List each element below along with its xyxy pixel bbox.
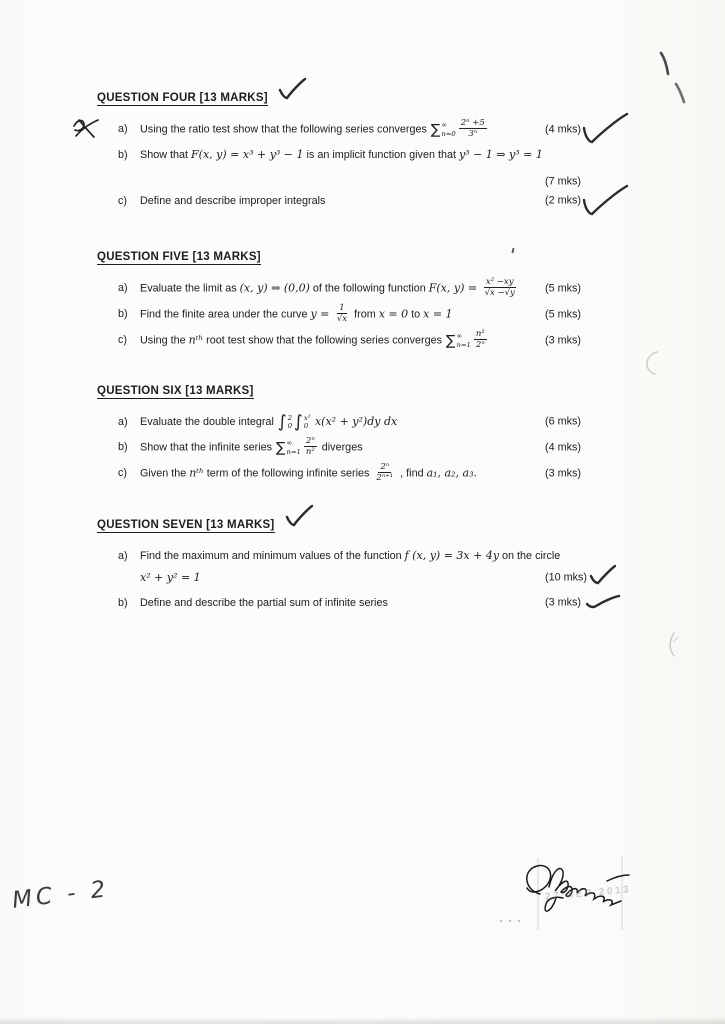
text-run: Define and describe improper integrals bbox=[140, 194, 326, 207]
question-block bbox=[97, 88, 697, 216]
item-label: b) bbox=[118, 441, 128, 454]
operator-symbol: ∑ bbox=[276, 439, 286, 456]
text-run: Using the bbox=[140, 334, 189, 347]
question-title: QUESTION SIX [13 MARKS] bbox=[97, 385, 254, 400]
item-text bbox=[140, 569, 205, 587]
text-run: Given the bbox=[140, 467, 190, 480]
operator-limits bbox=[441, 121, 455, 138]
question-item bbox=[97, 191, 663, 211]
math-run: f (x, y) = 3x + 4y bbox=[404, 549, 500, 562]
item-text bbox=[140, 330, 493, 351]
question-header bbox=[97, 88, 697, 106]
question-item bbox=[97, 330, 663, 351]
item-text bbox=[140, 437, 367, 458]
text-run: Show that the infinite series bbox=[140, 441, 276, 454]
marks-label: (5 mks) bbox=[545, 308, 581, 321]
text-run: root test show that the following series converges bbox=[203, 334, 446, 347]
operator-symbol: ∑ bbox=[430, 121, 441, 138]
fraction bbox=[459, 118, 487, 139]
operator-symbol: ∑ bbox=[446, 332, 456, 349]
checkmark-icon bbox=[585, 594, 621, 609]
pen-marks-top-right bbox=[652, 44, 694, 106]
question-items bbox=[97, 119, 697, 211]
math-run: x² + y² = 1 bbox=[140, 571, 201, 584]
text-run: Show that bbox=[140, 149, 192, 162]
text-run: Find the finite area under the curve bbox=[140, 308, 311, 321]
operator-symbol: ∫ bbox=[277, 411, 287, 432]
text-run: of the following function bbox=[309, 282, 429, 295]
marks-label: (6 mks) bbox=[545, 415, 581, 428]
item-text bbox=[140, 119, 493, 140]
item-label: a) bbox=[118, 123, 128, 136]
marks-label: (2 mks) bbox=[545, 194, 581, 207]
text-run: from bbox=[351, 308, 379, 321]
math-run: F(x, y) = bbox=[428, 281, 481, 295]
text-run: Evaluate the limit as bbox=[140, 282, 240, 295]
fraction bbox=[304, 436, 317, 457]
math-run: x = 0 bbox=[378, 307, 409, 321]
question-item bbox=[97, 278, 663, 299]
item-label: a) bbox=[118, 415, 128, 428]
item-label: b) bbox=[118, 148, 128, 161]
fraction-numerator: 2ⁿ +5 bbox=[460, 118, 485, 128]
question-item bbox=[97, 412, 663, 432]
lower-limit: 0 bbox=[287, 422, 293, 431]
text-run: Evaluate the double integral bbox=[140, 416, 277, 428]
item-text bbox=[140, 547, 564, 565]
question-items bbox=[97, 546, 697, 613]
upper-limit: x² bbox=[303, 413, 311, 422]
item-text bbox=[140, 146, 547, 164]
text-run: term of the following infinite series bbox=[203, 467, 373, 480]
lower-limit: n=1 bbox=[456, 340, 471, 349]
fraction-numerator: 2ⁿ bbox=[305, 436, 315, 446]
upper-limit: 2 bbox=[287, 413, 293, 422]
question-title: QUESTION FIVE [13 MARKS] bbox=[97, 251, 261, 266]
question-items bbox=[97, 278, 697, 351]
question-block bbox=[97, 381, 697, 489]
question-header bbox=[97, 381, 697, 399]
item-text bbox=[140, 463, 481, 484]
math-run: nᵗʰ bbox=[188, 333, 204, 347]
item-text bbox=[140, 413, 401, 431]
item-label: b) bbox=[118, 596, 128, 609]
marks-label: (3 mks) bbox=[545, 467, 581, 480]
question-item bbox=[97, 174, 663, 190]
item-text bbox=[140, 193, 329, 210]
integral-with-limits bbox=[294, 411, 311, 432]
marks-label: (10 mks) bbox=[545, 571, 587, 584]
fraction-numerator: x² −xy bbox=[485, 277, 514, 287]
text-run: to bbox=[408, 308, 424, 321]
integral-with-limits bbox=[277, 411, 293, 432]
question-item bbox=[97, 463, 663, 484]
text-run: Find the maximum and minimum values of the function bbox=[140, 550, 405, 562]
handwritten-page-code: MC - 2 bbox=[10, 876, 111, 914]
question-block bbox=[97, 247, 697, 356]
upper-limit: ∞ bbox=[286, 439, 293, 448]
marks-label: (3 mks) bbox=[545, 334, 581, 347]
checkmark-icon bbox=[277, 77, 307, 101]
checkmark-icon bbox=[589, 564, 617, 586]
math-run: y = bbox=[310, 307, 333, 321]
fraction-numerator: 1 bbox=[339, 303, 345, 314]
math-run: x = 1 bbox=[423, 307, 453, 321]
question-item bbox=[97, 593, 663, 613]
fraction-denominator: 2ⁿ⁺¹ bbox=[376, 473, 394, 484]
question-item bbox=[97, 304, 663, 325]
summation-with-limits bbox=[446, 332, 471, 349]
summation-with-limits bbox=[431, 121, 456, 138]
fraction-numerator: n² bbox=[475, 329, 485, 340]
checkmark-icon bbox=[581, 183, 629, 219]
marks-label: (4 mks) bbox=[545, 123, 581, 136]
item-label: b) bbox=[118, 308, 128, 321]
operator-limits bbox=[304, 414, 311, 431]
item-label: c) bbox=[118, 467, 127, 480]
question-title: QUESTION FOUR [13 MARKS] bbox=[97, 92, 268, 107]
text-run: diverges bbox=[318, 441, 363, 454]
lower-limit: n=0 bbox=[441, 129, 456, 138]
question-item bbox=[97, 546, 663, 566]
date-stamp: 27 SEP 2013 bbox=[544, 884, 632, 903]
fraction bbox=[474, 329, 487, 350]
stamp-edge-left bbox=[537, 858, 539, 930]
item-label: a) bbox=[118, 282, 128, 295]
operator-limits bbox=[286, 439, 300, 456]
summation-with-limits bbox=[276, 439, 301, 456]
checkmark-icon bbox=[284, 504, 314, 528]
fraction bbox=[483, 277, 517, 298]
operator-symbol: ∫ bbox=[294, 411, 303, 432]
question-block bbox=[97, 515, 697, 618]
faint-mark-right-1 bbox=[640, 348, 662, 378]
operator-limits bbox=[288, 414, 292, 431]
marks-label: (5 mks) bbox=[545, 282, 581, 295]
lower-limit: 0 bbox=[303, 422, 309, 431]
fraction bbox=[335, 303, 349, 324]
fraction-denominator: 3ⁿ bbox=[468, 129, 478, 140]
question-item bbox=[97, 568, 663, 588]
upper-limit: ∞ bbox=[456, 332, 463, 341]
question-item bbox=[97, 145, 663, 165]
faint-mark-right-2 bbox=[664, 630, 682, 660]
fraction-denominator: √x −√y bbox=[484, 288, 515, 299]
item-text bbox=[140, 304, 457, 325]
ink-dots bbox=[500, 920, 520, 922]
checkmark-icon bbox=[581, 111, 629, 147]
x-scribble-icon bbox=[71, 117, 101, 141]
question-header bbox=[97, 515, 697, 533]
math-run: y³ − 1 ⇒ y³ = 1 bbox=[458, 148, 543, 162]
math-run: F(x, y) = x³ + y³ − 1 bbox=[191, 148, 304, 162]
item-label: a) bbox=[118, 549, 128, 562]
fraction-denominator: 2ⁿ bbox=[475, 340, 485, 351]
question-items bbox=[97, 412, 697, 484]
question-item bbox=[97, 119, 663, 140]
item-text bbox=[140, 595, 392, 612]
text-run: , find bbox=[397, 467, 427, 480]
math-run: nᵗʰ bbox=[189, 466, 204, 480]
text-run: Using the ratio test show that the following series converges bbox=[140, 123, 430, 136]
math-run: (x, y) ⇒ (0,0) bbox=[239, 281, 310, 295]
text-run: Define and describe the partial sum of infinite series bbox=[140, 596, 388, 609]
lower-limit: n=1 bbox=[286, 447, 301, 456]
question-item bbox=[97, 437, 663, 458]
upper-limit: ∞ bbox=[441, 121, 447, 130]
marks-label: (7 mks) bbox=[545, 175, 581, 188]
marks-label: (3 mks) bbox=[545, 596, 581, 609]
math-run: x(x² + y²)dy dx bbox=[311, 415, 398, 428]
item-label: c) bbox=[118, 194, 127, 207]
fraction-numerator: 2ⁿ bbox=[380, 462, 390, 473]
marks-label: (4 mks) bbox=[545, 441, 581, 454]
fraction bbox=[374, 462, 395, 483]
fraction-denominator: n² bbox=[305, 447, 315, 458]
question-title: QUESTION SEVEN [13 MARKS] bbox=[97, 519, 275, 534]
item-text bbox=[140, 278, 523, 299]
text-run: on the circle bbox=[499, 550, 561, 562]
text-run: is an implicit function given that bbox=[303, 149, 459, 162]
question-header bbox=[97, 247, 697, 265]
math-run: a₁, a₂, a₃. bbox=[426, 466, 477, 480]
operator-limits bbox=[456, 332, 470, 349]
item-label: c) bbox=[118, 334, 127, 347]
fraction-denominator: √x bbox=[336, 314, 348, 325]
